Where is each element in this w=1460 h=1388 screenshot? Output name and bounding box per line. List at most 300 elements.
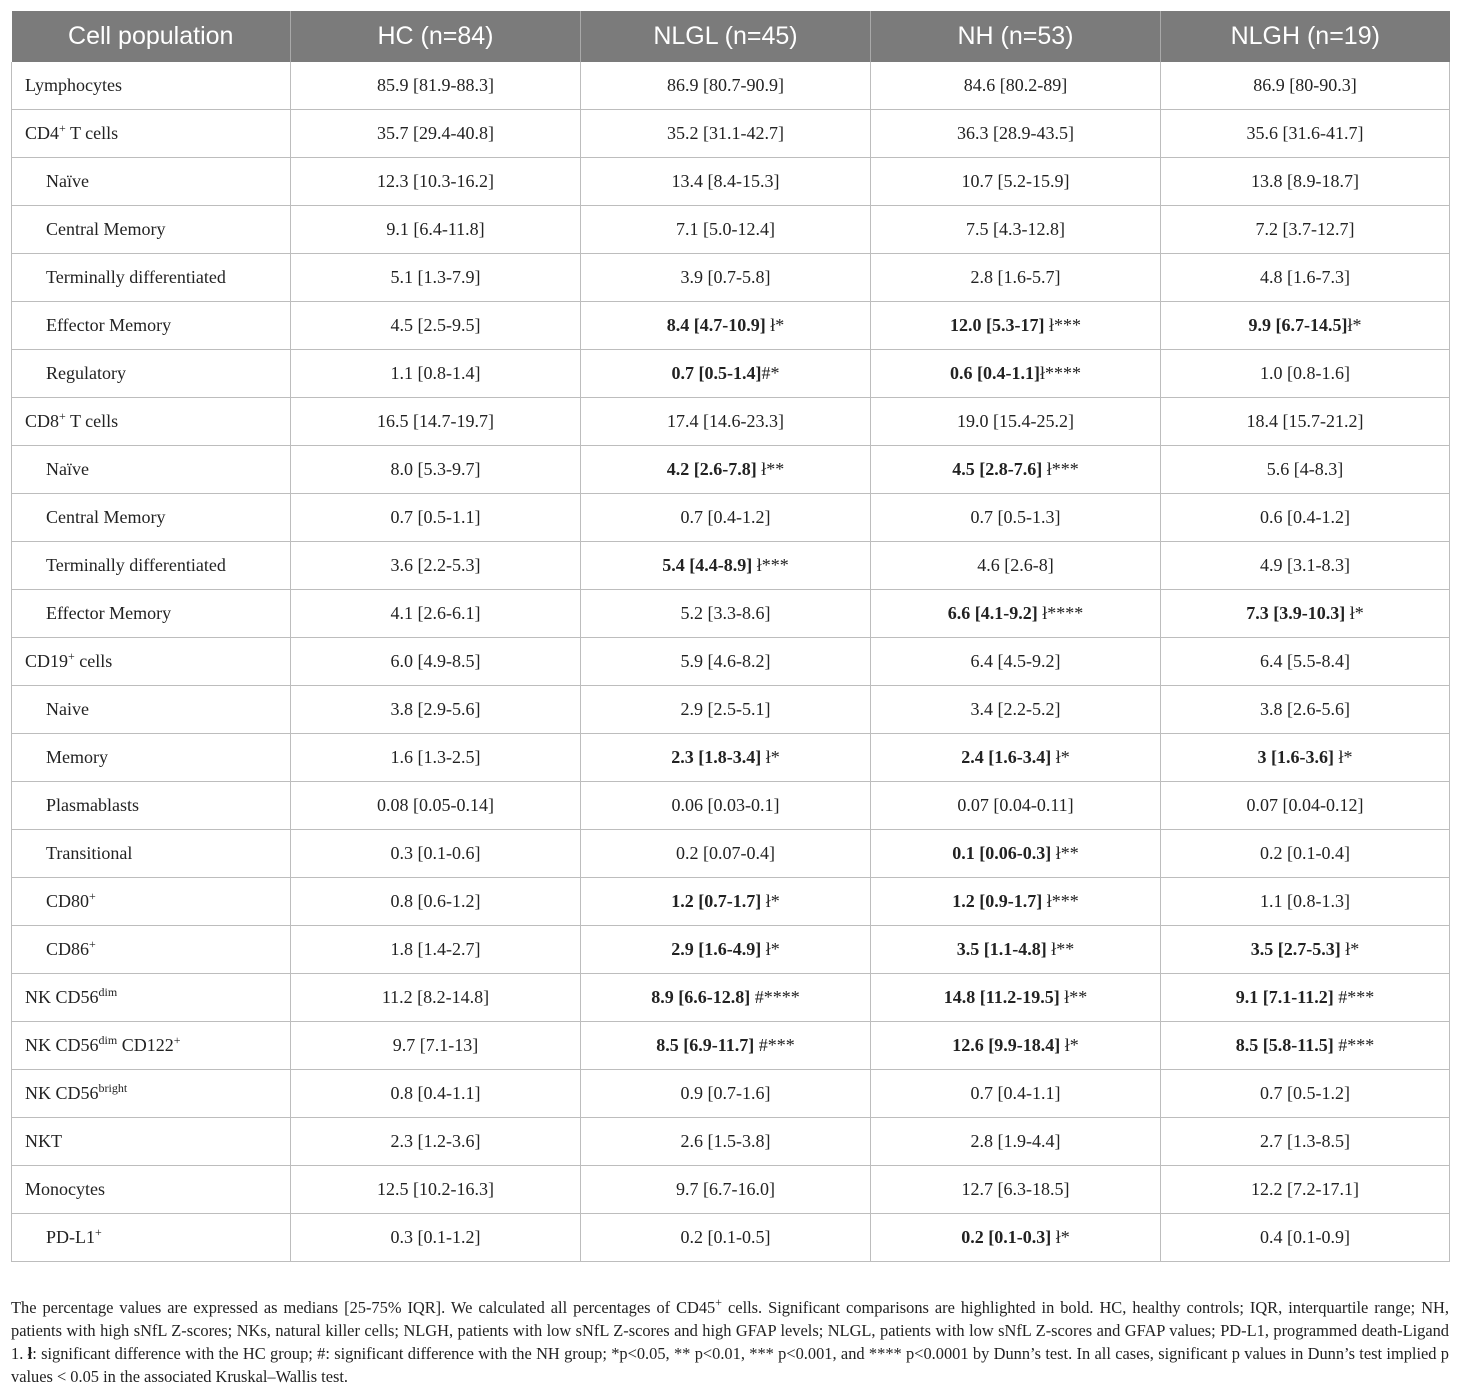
value-cell [291,782,581,830]
value-cell [581,542,871,590]
cell-value: 3.8 [2.9-5.6] [390,699,481,719]
table-row [12,1214,1450,1262]
value-cell [1161,254,1450,302]
cell-value: 4.6 [2.6-8] [977,555,1054,575]
value-cell [871,206,1161,254]
value-cell [1161,398,1450,446]
row-label-superscript: + [59,121,66,135]
footnote-hc-mark: ł [27,1344,33,1363]
table-row [12,1166,1450,1214]
cell-value: 35.2 [31.1-42.7] [667,123,784,143]
value-cell [581,494,871,542]
value-cell [1161,638,1450,686]
row-label-suffix: cells [74,651,113,671]
row-label [12,542,291,590]
table-row [12,782,1450,830]
value-cell [581,302,871,350]
cell-value: 9.7 [6.7-16.0] [676,1179,775,1199]
value-cell [1161,206,1450,254]
cell-value: 0.06 [0.03-0.1] [671,795,780,815]
table-header-row [12,11,1450,62]
cell-population-table [11,11,1450,1262]
row-label-superscript: + [89,889,96,903]
header-cell-population: Cell population [12,11,291,62]
row-label-text: Terminally differentiated [46,555,226,575]
row-label-text: Terminally differentiated [46,267,226,287]
cell-value: 12.0 [5.3-17] [950,315,1045,335]
row-label-superscript-2: + [173,1033,181,1047]
value-cell [291,686,581,734]
significance-mark: ł**** [1039,363,1081,383]
row-label [12,830,291,878]
cell-value: 14.8 [11.2-19.5] [943,987,1060,1007]
cell-value: 0.6 [0.4-1.2] [1260,507,1350,527]
cell-value: 2.9 [2.5-5.1] [680,699,771,719]
value-cell [581,398,871,446]
value-cell [291,542,581,590]
value-cell [871,494,1161,542]
row-label-text: Transitional [46,843,133,863]
value-cell [871,590,1161,638]
significance-mark: ł* [761,939,780,959]
cell-value: 0.7 [0.4-1.2] [680,507,771,527]
value-cell [871,734,1161,782]
cell-value: 3.6 [2.2-5.3] [390,555,481,575]
value-cell [1161,686,1450,734]
footnote-superscript: + [715,1295,723,1309]
row-label [12,782,291,830]
significance-mark: ł** [1059,987,1088,1007]
cell-value: 11.2 [8.2-14.8] [381,987,490,1007]
value-cell [291,878,581,926]
table-row [12,62,1450,110]
value-cell [871,1214,1161,1262]
cell-value: 86.9 [80.7-90.9] [667,75,784,95]
cell-value: 12.3 [10.3-16.2] [377,171,494,191]
value-cell [1161,542,1450,590]
cell-value: 6.4 [4.5-9.2] [970,651,1061,671]
row-label-text: Monocytes [25,1179,105,1199]
value-cell [1161,926,1450,974]
value-cell [871,878,1161,926]
cell-value: 17.4 [14.6-23.3] [667,411,784,431]
cell-value: 3.9 [0.7-5.8] [680,267,771,287]
row-label-superscript: dim [98,1033,118,1047]
significance-mark: ł** [756,459,785,479]
value-cell [1161,734,1450,782]
cell-value: 16.5 [14.7-19.7] [377,411,494,431]
row-label [12,1070,291,1118]
row-label-text: Memory [46,747,108,767]
row-label-text: Effector Memory [46,603,172,623]
row-label [12,350,291,398]
value-cell [291,974,581,1022]
table-row [12,494,1450,542]
value-cell [1161,446,1450,494]
row-label-suffix: T cells [65,411,119,431]
row-label-suffix: T cells [65,123,119,143]
table-footnote [11,1296,1449,1388]
table-row [12,206,1450,254]
cell-value: 8.5 [6.9-11.7] [656,1035,755,1055]
row-label-text: Central Memory [46,507,166,527]
cell-value: 1.2 [0.7-1.7] [671,891,762,911]
cell-value: 8.5 [5.8-11.5] [1235,1035,1334,1055]
table-row [12,1070,1450,1118]
table-row [12,830,1450,878]
significance-mark: ł*** [1042,459,1079,479]
significance-mark: ł* [761,891,780,911]
row-label [12,158,291,206]
cell-value: 13.8 [8.9-18.7] [1251,171,1359,191]
row-label-text: Naïve [46,459,89,479]
value-cell [291,734,581,782]
value-cell [581,206,871,254]
table-row [12,686,1450,734]
value-cell [581,734,871,782]
table-row [12,302,1450,350]
cell-value: 0.2 [0.1-0.3] [961,1227,1052,1247]
value-cell [871,62,1161,110]
cell-value: 1.6 [1.3-2.5] [390,747,481,767]
header-nh: NH (n=53) [871,11,1161,62]
row-label-text: NK CD56 [25,987,99,1007]
cell-value: 6.4 [5.5-8.4] [1260,651,1350,671]
row-label-text: NK CD56 [25,1035,99,1055]
cell-value: 0.3 [0.1-0.6] [390,843,481,863]
cell-value: 2.7 [1.3-8.5] [1260,1131,1350,1151]
row-label-text: Naive [46,699,89,719]
cell-value: 12.7 [6.3-18.5] [961,1179,1070,1199]
significance-mark: ł* [1333,747,1353,767]
cell-value: 0.08 [0.05-0.14] [377,795,494,815]
row-label [12,62,291,110]
value-cell [871,254,1161,302]
row-label [12,878,291,926]
row-label-text: Naïve [46,171,89,191]
value-cell [871,1166,1161,1214]
cell-value: 2.4 [1.6-3.4] [961,747,1052,767]
row-label [12,1022,291,1070]
cell-value: 0.9 [0.7-1.6] [680,1083,771,1103]
row-label [12,446,291,494]
table-row [12,542,1450,590]
cell-value: 3.5 [2.7-5.3] [1250,939,1341,959]
cell-value: 4.2 [2.6-7.8] [666,459,757,479]
cell-value: 3.8 [2.6-5.6] [1260,699,1350,719]
row-label-superscript: + [59,409,66,423]
value-cell [291,398,581,446]
table-row [12,878,1450,926]
value-cell [291,1166,581,1214]
cell-value: 0.2 [0.1-0.4] [1260,843,1350,863]
row-label [12,302,291,350]
row-label-superscript: + [95,1225,102,1239]
cell-value: 0.8 [0.4-1.1] [390,1083,481,1103]
table-row [12,158,1450,206]
row-label-text: Lymphocytes [25,75,122,95]
value-cell [1161,350,1450,398]
cell-value: 36.3 [28.9-43.5] [957,123,1074,143]
table-row [12,926,1450,974]
row-label [12,1166,291,1214]
cell-value: 9.1 [7.1-11.2] [1235,987,1334,1007]
cell-value: 9.1 [6.4-11.8] [386,219,485,239]
cell-value: 0.7 [0.5-1.2] [1260,1083,1350,1103]
cell-value: 12.5 [10.2-16.3] [377,1179,494,1199]
results-table-container [11,11,1449,1262]
value-cell [871,830,1161,878]
significance-mark: ł* [1051,747,1070,767]
row-label-text: Effector Memory [46,315,172,335]
value-cell [291,254,581,302]
significance-mark: #* [761,363,780,383]
value-cell [581,350,871,398]
cell-value: 18.4 [15.7-21.2] [1246,411,1364,431]
cell-value: 0.2 [0.07-0.4] [676,843,775,863]
value-cell [581,446,871,494]
value-cell [1161,590,1450,638]
value-cell [291,590,581,638]
cell-value: 3.5 [1.1-4.8] [956,939,1047,959]
footnote-part-2: cells. Significant comparisons are highlighted in bold. HC, healthy controls; IQR, interquartile range; NH, patients with high sNfL Z-scores; NKs, natural killer cells; NLGH, patients with low sNfL Z-scores and high GFAP levels; NLGL, patients with low sNfL Z-scores and GFAP values; PD-L1, programmed death-Ligand 1. [11,1298,1449,1363]
cell-value: 19.0 [15.4-25.2] [957,411,1074,431]
cell-value: 8.0 [5.3-9.7] [390,459,481,479]
value-cell [581,1166,871,1214]
significance-mark: #*** [1333,1035,1375,1055]
cell-value: 0.8 [0.6-1.2] [390,891,481,911]
significance-mark: #*** [1333,987,1375,1007]
significance-mark: ł* [761,747,780,767]
significance-mark: ł* [1060,1035,1079,1055]
cell-value: 2.3 [1.8-3.4] [671,747,762,767]
value-cell [871,158,1161,206]
value-cell [291,302,581,350]
value-cell [1161,1022,1450,1070]
cell-value: 4.5 [2.5-9.5] [390,315,481,335]
row-label-text: CD4 [25,123,60,143]
significance-mark: ł*** [1042,891,1079,911]
significance-mark: ł* [1347,315,1362,335]
value-cell [581,686,871,734]
row-label-text: CD8 [25,411,60,431]
cell-value: 1.1 [0.8-1.4] [390,363,481,383]
cell-value: 1.0 [0.8-1.6] [1260,363,1350,383]
row-label [12,926,291,974]
value-cell [291,350,581,398]
cell-value: 85.9 [81.9-88.3] [377,75,494,95]
value-cell [1161,494,1450,542]
row-label [12,1118,291,1166]
significance-mark: ł* [1051,1227,1070,1247]
value-cell [1161,974,1450,1022]
value-cell [871,446,1161,494]
value-cell [581,1118,871,1166]
table-row [12,398,1450,446]
significance-mark: #*** [754,1035,795,1055]
cell-value: 7.2 [3.7-12.7] [1255,219,1355,239]
cell-value: 5.1 [1.3-7.9] [390,267,481,287]
table-row [12,350,1450,398]
value-cell [581,1070,871,1118]
significance-mark: ł** [1051,843,1079,863]
value-cell [871,110,1161,158]
significance-mark: ł* [1340,939,1360,959]
cell-value: 0.7 [0.5-1.4] [671,363,762,383]
row-label [12,590,291,638]
cell-value: 8.4 [4.7-10.9] [666,315,766,335]
table-row [12,254,1450,302]
row-label-text: PD-L1 [46,1227,95,1247]
value-cell [581,974,871,1022]
value-cell [871,302,1161,350]
cell-value: 10.7 [5.2-15.9] [961,171,1070,191]
value-cell [581,254,871,302]
cell-value: 5.2 [3.3-8.6] [680,603,771,623]
header-hc: HC (n=84) [291,11,581,62]
cell-value: 0.07 [0.04-0.11] [957,795,1074,815]
cell-value: 12.2 [7.2-17.1] [1251,1179,1359,1199]
row-label [12,638,291,686]
value-cell [291,494,581,542]
row-label [12,1214,291,1262]
cell-value: 0.7 [0.5-1.1] [390,507,481,527]
table-row [12,446,1450,494]
row-label-superscript: dim [98,985,118,999]
significance-mark: ł*** [752,555,789,575]
cell-value: 5.4 [4.4-8.9] [662,555,753,575]
table-row [12,110,1450,158]
row-label-suffix: CD122 [117,1035,174,1055]
table-row [12,1022,1450,1070]
significance-mark: ł** [1046,939,1075,959]
row-label-superscript: + [89,937,96,951]
cell-value: 9.9 [6.7-14.5] [1248,315,1348,335]
cell-value: 2.8 [1.6-5.7] [970,267,1061,287]
cell-value: 1.1 [0.8-1.3] [1260,891,1350,911]
row-label [12,734,291,782]
cell-value: 3 [1.6-3.6] [1257,747,1334,767]
significance-mark: ł*** [1044,315,1081,335]
value-cell [1161,1166,1450,1214]
row-label-text: Central Memory [46,219,166,239]
cell-value: 0.3 [0.1-1.2] [390,1227,481,1247]
table-row [12,1118,1450,1166]
row-label [12,494,291,542]
value-cell [581,638,871,686]
value-cell [291,1070,581,1118]
cell-value: 35.7 [29.4-40.8] [377,123,494,143]
cell-value: 9.7 [7.1-13] [392,1035,479,1055]
table-row [12,734,1450,782]
significance-mark: #**** [750,987,800,1007]
cell-value: 4.8 [1.6-7.3] [1260,267,1350,287]
row-label-superscript: + [68,649,75,663]
row-label [12,974,291,1022]
row-label [12,254,291,302]
value-cell [871,1070,1161,1118]
cell-value: 1.8 [1.4-2.7] [390,939,481,959]
header-nlgl: NLGL (n=45) [581,11,871,62]
row-label-superscript: bright [98,1081,128,1095]
value-cell [581,590,871,638]
table-row [12,638,1450,686]
cell-value: 0.7 [0.5-1.3] [970,507,1061,527]
value-cell [871,974,1161,1022]
cell-value: 84.6 [80.2-89] [963,75,1068,95]
value-cell [581,1214,871,1262]
value-cell [871,686,1161,734]
cell-value: 2.8 [1.9-4.4] [970,1131,1061,1151]
value-cell [871,926,1161,974]
row-label [12,206,291,254]
row-label-text: NK CD56 [25,1083,99,1103]
cell-value: 13.4 [8.4-15.3] [671,171,780,191]
value-cell [871,350,1161,398]
row-label [12,110,291,158]
cell-value: 0.4 [0.1-0.9] [1260,1227,1350,1247]
value-cell [1161,782,1450,830]
row-label [12,398,291,446]
value-cell [871,1118,1161,1166]
cell-value: 7.5 [4.3-12.8] [966,219,1065,239]
cell-value: 5.9 [4.6-8.2] [680,651,771,671]
value-cell [871,398,1161,446]
significance-mark: ł**** [1037,603,1084,623]
cell-value: 86.9 [80-90.3] [1253,75,1357,95]
value-cell [291,1118,581,1166]
header-nlgh: NLGH (n=19) [1161,11,1450,62]
value-cell [291,830,581,878]
cell-value: 0.2 [0.1-0.5] [680,1227,771,1247]
value-cell [1161,158,1450,206]
cell-value: 4.9 [3.1-8.3] [1260,555,1350,575]
row-label-text: CD19 [25,651,69,671]
value-cell [1161,830,1450,878]
value-cell [581,926,871,974]
cell-value: 4.5 [2.8-7.6] [952,459,1043,479]
value-cell [291,62,581,110]
value-cell [581,110,871,158]
value-cell [871,638,1161,686]
footnote-part-3: : significant difference with the HC group; #: significant difference with the NH group; *p<0.05, ** p<0.01, *** p<0.001, and **** p<0.0001 by Dunn’s test. In all cases, significant p values in Dunn’s test implied p values < 0.05 in the associated Kruskal–Wallis test. [11,1344,1450,1386]
value-cell [1161,878,1450,926]
cell-value: 1.2 [0.9-1.7] [952,891,1043,911]
value-cell [291,1022,581,1070]
cell-value: 0.7 [0.4-1.1] [970,1083,1061,1103]
value-cell [581,1022,871,1070]
value-cell [291,926,581,974]
cell-value: 2.3 [1.2-3.6] [390,1131,481,1151]
row-label [12,686,291,734]
value-cell [1161,110,1450,158]
value-cell [291,158,581,206]
cell-value: 3.4 [2.2-5.2] [970,699,1061,719]
cell-value: 8.9 [6.6-12.8] [651,987,751,1007]
value-cell [291,110,581,158]
value-cell [871,782,1161,830]
value-cell [871,542,1161,590]
significance-mark: ł* [1345,603,1364,623]
value-cell [1161,1118,1450,1166]
cell-value: 2.6 [1.5-3.8] [680,1131,771,1151]
cell-value: 7.1 [5.0-12.4] [676,219,775,239]
footnote-part-1: The percentage values are expressed as medians [25-75% IQR]. We calculated all percentages of CD45 [11,1298,716,1317]
row-label-text: Regulatory [46,363,126,383]
value-cell [1161,1070,1450,1118]
cell-value: 0.07 [0.04-0.12] [1246,795,1364,815]
cell-value: 6.0 [4.9-8.5] [390,651,481,671]
